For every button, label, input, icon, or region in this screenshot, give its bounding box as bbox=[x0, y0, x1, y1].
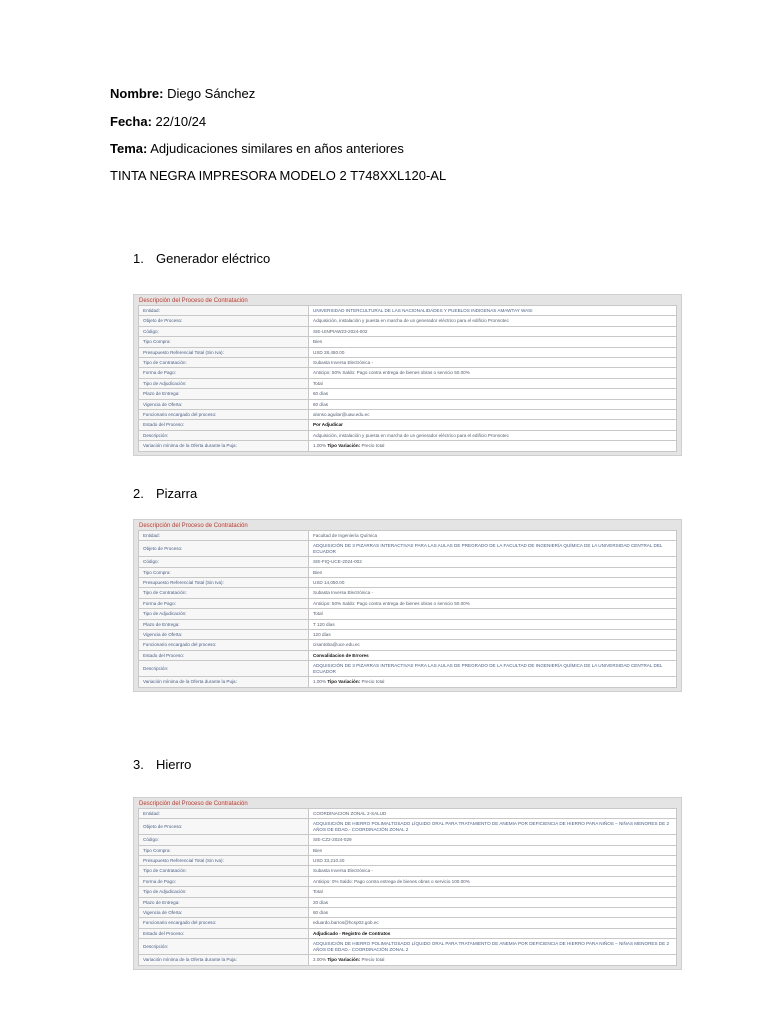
row-value: Subasta Inversa Electrónica - bbox=[309, 866, 677, 876]
status-value: Convalidacion de Errores bbox=[309, 650, 677, 660]
row-label: Objeto de Proceso: bbox=[139, 819, 309, 835]
section-title-2 bbox=[133, 486, 197, 502]
row-value: alonso.aguilar@uaw.edu.ec bbox=[309, 410, 677, 420]
panel-title: Descripción del Proceso de Contratación bbox=[139, 298, 248, 304]
row-value: Anticipo: 0% Saldo: Pago contra entrega de bienes obras o servicio 100.00% bbox=[309, 876, 677, 886]
row-value: T 120 días bbox=[309, 619, 677, 629]
table-row bbox=[139, 358, 677, 368]
row-value: 120 días bbox=[309, 630, 677, 640]
table-row bbox=[139, 630, 677, 640]
row-label: Descripción: bbox=[139, 661, 309, 677]
section-title-text: Hierro bbox=[156, 757, 192, 772]
row-label: Vigencia de Oferta: bbox=[139, 908, 309, 918]
row-label: Funcionario encargado del proceso: bbox=[139, 640, 309, 650]
row-value: ADQUISICIÓN DE 3 PIZARRAS INTERACTIVAS PARA LAS AULAS DE PREGRADO DE LA FACULTAD DE INGENIERÍA QUÍMICA DE LA UNIVERSIDAD CENTRAL DEL ECUADOR bbox=[309, 661, 677, 677]
row-label: Entidad: bbox=[139, 531, 309, 541]
row-value: Total bbox=[309, 609, 677, 619]
table-row bbox=[139, 410, 677, 420]
table-row bbox=[139, 661, 677, 677]
row-value: USD 28,450.00 bbox=[309, 347, 677, 357]
row-label: Entidad: bbox=[139, 809, 309, 819]
table-row bbox=[139, 578, 677, 588]
table-row bbox=[139, 588, 677, 598]
row-value: COORDINACION ZONAL 2-SALUD bbox=[309, 809, 677, 819]
row-label: Objeto de Proceso: bbox=[139, 541, 309, 557]
row-label: Estado del Proceso: bbox=[139, 650, 309, 660]
panel-title: Descripción del Proceso de Contratación bbox=[139, 801, 248, 807]
row-label: Plazo de Entrega: bbox=[139, 619, 309, 629]
row-label: Tipo de Contratación: bbox=[139, 358, 309, 368]
tema-value: Adjudicaciones similares en años anteriores bbox=[150, 141, 404, 156]
table-row bbox=[139, 897, 677, 907]
row-value bbox=[309, 677, 677, 687]
table-row bbox=[139, 819, 677, 835]
table-row bbox=[139, 420, 677, 430]
table-row bbox=[139, 306, 677, 316]
fecha-label: Fecha: bbox=[110, 114, 152, 129]
table-row bbox=[139, 928, 677, 938]
row-value: 60 días bbox=[309, 389, 677, 399]
row-label: Plazo de Entrega: bbox=[139, 897, 309, 907]
row-label: Código: bbox=[139, 557, 309, 567]
row-label: Objeto de Proceso: bbox=[139, 316, 309, 326]
row-value: USD 33,210.40 bbox=[309, 856, 677, 866]
row-label: Código: bbox=[139, 326, 309, 336]
process-panel-1 bbox=[133, 294, 682, 456]
row-value: ADQUISICIÓN DE HIERRO POLIMALTOSADO LÍQUIDO ORAL PARA TRATAMIENTO DE ANEMIA POR DEFICIENCIA DE HIERRO PARA NIÑOS – NIÑAS MENORES DE 2 AÑOS DE EDAD.- COORDINACIÓN ZONAL 2 bbox=[309, 939, 677, 955]
table-row bbox=[139, 876, 677, 886]
row-value: eduardo.barros@hcsp02.gob.ec bbox=[309, 918, 677, 928]
row-label: Código: bbox=[139, 835, 309, 845]
row-label: Funcionario encargado del proceso: bbox=[139, 410, 309, 420]
process-table bbox=[138, 305, 677, 452]
row-label: Tipo de Contratación: bbox=[139, 866, 309, 876]
variation-value: 1.00% bbox=[313, 679, 327, 685]
row-label: Presupuesto Referencial Total (Sin Iva): bbox=[139, 578, 309, 588]
table-row bbox=[139, 918, 677, 928]
variation-type-value: Precio total bbox=[361, 679, 385, 685]
nombre-value: Diego Sánchez bbox=[167, 86, 256, 101]
tema-label: Tema: bbox=[110, 141, 148, 156]
row-value: SIE-UINPIAW23-2024-002 bbox=[309, 326, 677, 336]
fecha-value: 22/10/24 bbox=[155, 114, 207, 129]
nombre-label: Nombre: bbox=[110, 86, 164, 101]
section-title-text: Pizarra bbox=[156, 486, 198, 501]
row-label: Tipo de Adjudicación: bbox=[139, 609, 309, 619]
section-number: 2. bbox=[133, 486, 144, 501]
row-label: Presupuesto Referencial Total (Sin Iva): bbox=[139, 347, 309, 357]
row-value: Anticipo: 50% Saldo: Pago contra entrega de bienes obras o servicio 50.00% bbox=[309, 368, 677, 378]
table-row bbox=[139, 441, 677, 451]
row-label: Variación mínima de la Oferta durante la Puja: bbox=[139, 441, 309, 451]
row-value: ADQUISICIÓN DE 3 PIZARRAS INTERACTIVAS PARA LAS AULAS DE PREGRADO DE LA FACULTAD DE INGENIERÍA QUÍMICA DE LA UNIVERSIDAD CENTRAL DEL ECUADOR bbox=[309, 541, 677, 557]
row-label: Entidad: bbox=[139, 306, 309, 316]
table-row bbox=[139, 399, 677, 409]
row-value: ADQUISICIÓN DE HIERRO POLIMALTOSADO LÍQUIDO ORAL PARA TRATAMIENTO DE ANEMIA POR DEFICIENCIA DE HIERRO PARA NIÑOS – NIÑAS MENORES DE 2 AÑOS DE EDAD.- COORDINACIÓN ZONAL 2 bbox=[309, 819, 677, 835]
row-value: Bien bbox=[309, 567, 677, 577]
table-row bbox=[139, 908, 677, 918]
tema-line bbox=[110, 141, 404, 157]
row-value: Adquisición, instalación y puesta en marcha de un generador eléctrico para el edificio Pronnotec bbox=[309, 316, 677, 326]
row-value: UNIVERSIDAD INTERCULTURAL DE LAS NACIONALIDADES Y PUEBLOS INDIGENAS AMAWTAY WASI bbox=[309, 306, 677, 316]
table-row bbox=[139, 567, 677, 577]
row-value: Anticipo: 50% Saldo: Pago contra entrega de bienes obras o servicio 50.00% bbox=[309, 598, 677, 608]
table-row bbox=[139, 598, 677, 608]
variation-type-value: Precio total bbox=[361, 443, 385, 449]
table-row bbox=[139, 939, 677, 955]
row-label: Plazo de Entrega: bbox=[139, 389, 309, 399]
table-row bbox=[139, 677, 677, 687]
row-label: Variación mínima de la Oferta durante la Puja: bbox=[139, 955, 309, 965]
row-label: Estado del Proceso: bbox=[139, 928, 309, 938]
section-number: 1. bbox=[133, 251, 144, 266]
variation-type-label: Tipo Variación: bbox=[327, 443, 361, 449]
process-panel-3 bbox=[133, 797, 682, 970]
variation-value: 2.00% bbox=[313, 957, 327, 963]
row-value: USD 14,050.00 bbox=[309, 578, 677, 588]
row-label: Forma de Pago: bbox=[139, 598, 309, 608]
table-row bbox=[139, 619, 677, 629]
row-label: Forma de Pago: bbox=[139, 368, 309, 378]
variation-type-label: Tipo Variación: bbox=[327, 957, 361, 963]
section-title-1 bbox=[133, 251, 270, 267]
row-value: 20 días bbox=[309, 897, 677, 907]
row-value: Adquisición, instalación y puesta en marcha de un generador eléctrico para el edificio Pronnotec bbox=[309, 430, 677, 440]
table-row bbox=[139, 378, 677, 388]
table-row bbox=[139, 389, 677, 399]
row-value bbox=[309, 441, 677, 451]
section-title-text: Generador eléctrico bbox=[156, 251, 271, 266]
table-row bbox=[139, 368, 677, 378]
row-value: 60 días bbox=[309, 399, 677, 409]
row-label: Presupuesto Referencial Total (Sin Iva): bbox=[139, 856, 309, 866]
nombre-line bbox=[110, 86, 255, 102]
panel-title: Descripción del Proceso de Contratación bbox=[139, 523, 248, 529]
row-label: Vigencia de Oferta: bbox=[139, 399, 309, 409]
row-label: Descripción: bbox=[139, 939, 309, 955]
row-value: SIE-FIQ-UCE-2024-002 bbox=[309, 557, 677, 567]
row-label: Tipo Compra: bbox=[139, 845, 309, 855]
table-row bbox=[139, 640, 677, 650]
row-value: Bien bbox=[309, 337, 677, 347]
table-row bbox=[139, 856, 677, 866]
row-value: 60 días bbox=[309, 908, 677, 918]
process-table bbox=[138, 808, 677, 966]
section-number: 3. bbox=[133, 757, 144, 772]
variation-type-value: Precio total bbox=[361, 957, 385, 963]
process-panel-2 bbox=[133, 519, 682, 692]
row-value: Subasta Inversa Electrónica - bbox=[309, 358, 677, 368]
table-row bbox=[139, 531, 677, 541]
status-value: Adjudicado - Registro de Contratos bbox=[309, 928, 677, 938]
row-value: Bien bbox=[309, 845, 677, 855]
row-label: Variación mínima de la Oferta durante la Puja: bbox=[139, 677, 309, 687]
table-row bbox=[139, 650, 677, 660]
variation-type-label: Tipo Variación: bbox=[327, 679, 361, 685]
table-row bbox=[139, 430, 677, 440]
row-label: Tipo de Adjudicación: bbox=[139, 378, 309, 388]
row-value: Total bbox=[309, 378, 677, 388]
table-row bbox=[139, 326, 677, 336]
row-value: SIE-CZ2-2024-029 bbox=[309, 835, 677, 845]
table-row bbox=[139, 557, 677, 567]
row-label: Descripción: bbox=[139, 430, 309, 440]
table-row bbox=[139, 337, 677, 347]
section-title-3 bbox=[133, 757, 191, 773]
table-row bbox=[139, 835, 677, 845]
row-value: cisantoba@uce.edu.ec bbox=[309, 640, 677, 650]
row-label: Estado del Proceso: bbox=[139, 420, 309, 430]
fecha-line bbox=[110, 114, 206, 130]
row-label: Forma de Pago: bbox=[139, 876, 309, 886]
process-table bbox=[138, 530, 677, 688]
row-label: Vigencia de Oferta: bbox=[139, 630, 309, 640]
row-label: Tipo Compra: bbox=[139, 567, 309, 577]
row-label: Tipo Compra: bbox=[139, 337, 309, 347]
status-value: Por Adjudicar bbox=[309, 420, 677, 430]
row-label: Tipo de Adjudicación: bbox=[139, 887, 309, 897]
table-row bbox=[139, 887, 677, 897]
table-row bbox=[139, 316, 677, 326]
row-value bbox=[309, 955, 677, 965]
table-row bbox=[139, 541, 677, 557]
row-label: Funcionario encargado del proceso: bbox=[139, 918, 309, 928]
table-row bbox=[139, 866, 677, 876]
table-row bbox=[139, 845, 677, 855]
table-row bbox=[139, 347, 677, 357]
table-row bbox=[139, 809, 677, 819]
row-value: Subasta Inversa Electrónica - bbox=[309, 588, 677, 598]
product-line: TINTA NEGRA IMPRESORA MODELO 2 T748XXL120-AL bbox=[110, 168, 447, 183]
row-label: Tipo de Contratación: bbox=[139, 588, 309, 598]
row-value: Total bbox=[309, 887, 677, 897]
table-row bbox=[139, 955, 677, 965]
variation-value: 1.00% bbox=[313, 443, 327, 449]
row-value: Facultad de Ingeniería Química bbox=[309, 531, 677, 541]
table-row bbox=[139, 609, 677, 619]
